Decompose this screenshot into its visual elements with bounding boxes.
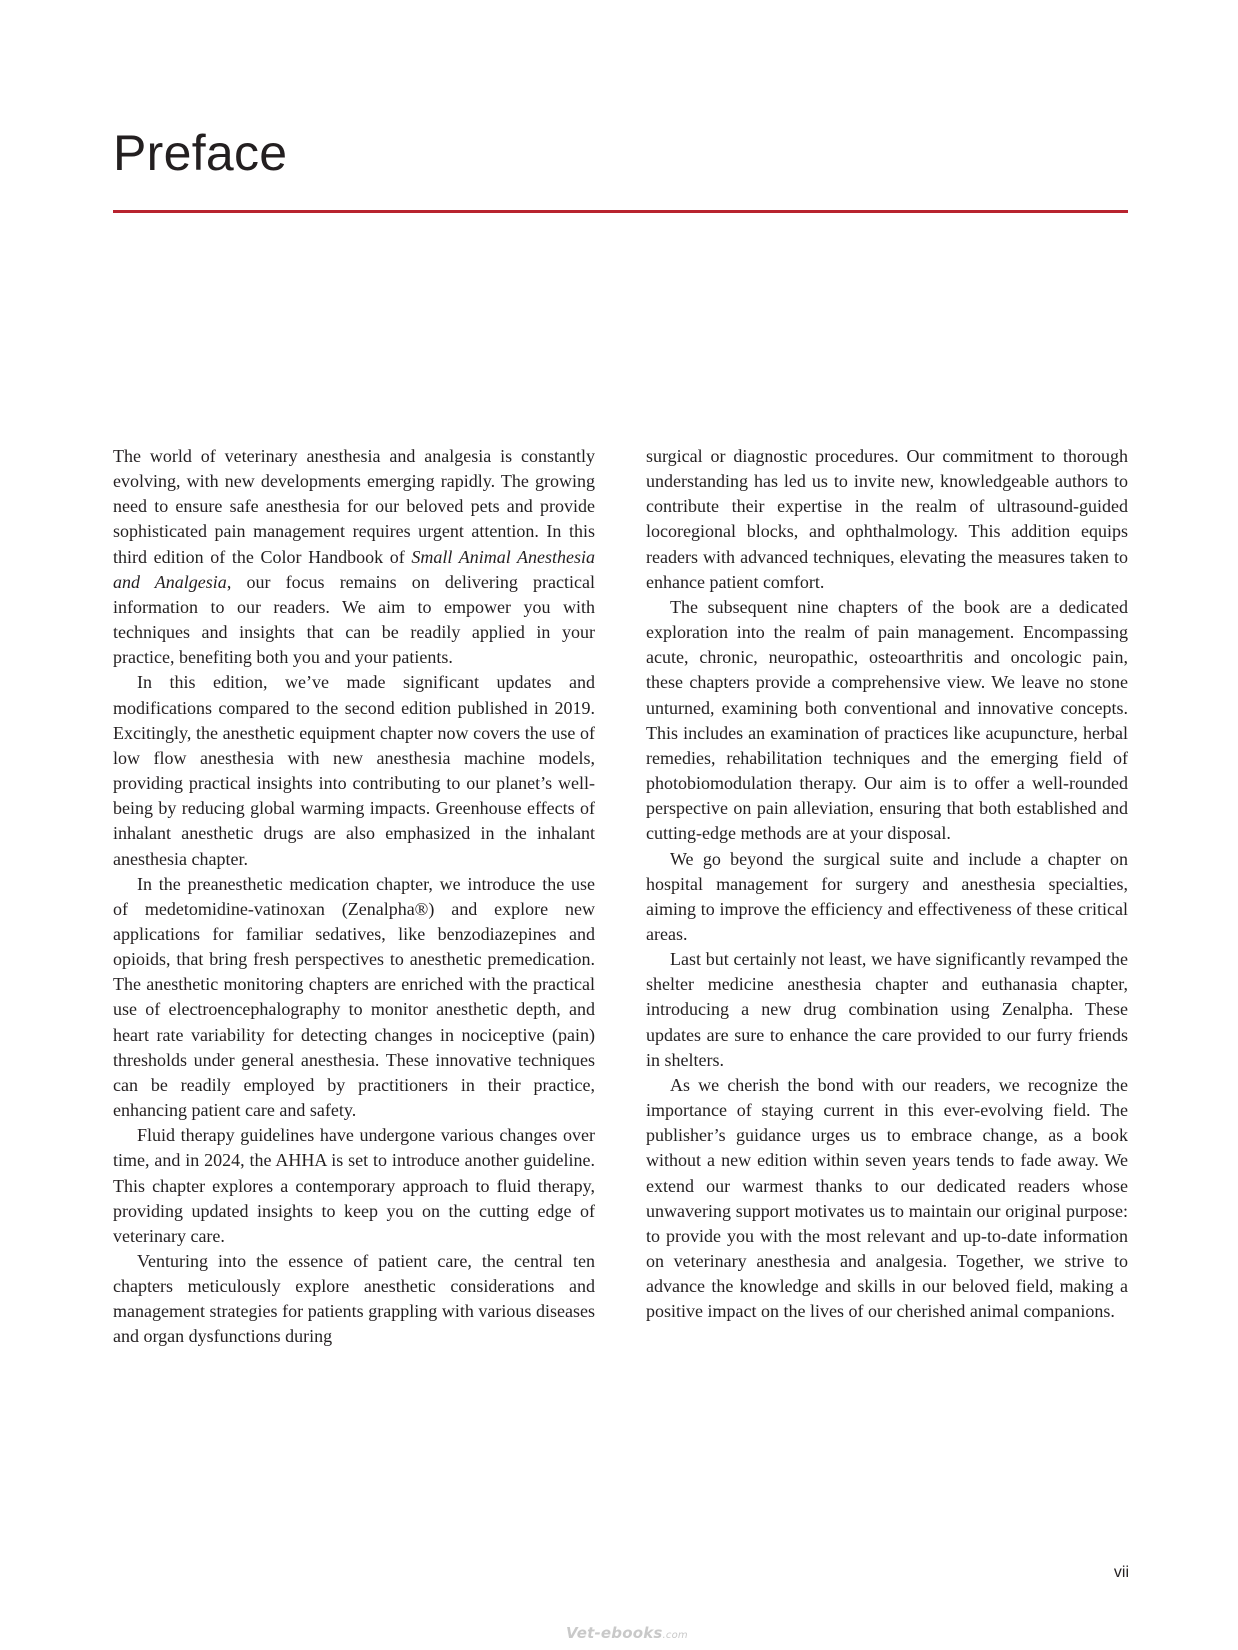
watermark	[566, 1624, 688, 1642]
watermark-suffix: .com	[662, 1630, 688, 1641]
paragraph: surgical or diagnostic procedures. Our commitment to thorough understanding has led us to invite new, knowledgeable authors to contribute their expertise in the realm of ultrasound-guided locoregional blocks, and ophthalmology. This addition equips readers with advanced techniques, elevating the measures taken to enhance patient comfort.	[646, 446, 1128, 592]
left-column	[113, 444, 595, 1350]
page-number: vii	[1113, 1564, 1129, 1581]
paragraph-text: The world of veterinary anesthesia and analgesia is constantly evolving, with new developments emerging rapidly. The growing need to ensure safe anesthesia for our beloved pets and provide sophisticated pain management requires urgent attention. In this third edition of the Color Handbook of	[113, 446, 595, 567]
paragraph	[113, 444, 595, 670]
paragraph: Last but certainly not least, we have significantly revamped the shelter medicine anesthesia chapter and euthanasia chapter, introducing a new drug combination using Zenalpha. These updates are sure to enhance the care provided to our furry friends in shelters.	[646, 949, 1128, 1070]
watermark-text: Vet-ebooks	[566, 1624, 663, 1642]
paragraph: Fluid therapy guidelines have undergone various changes over time, and in 2024, the AHHA is set to introduce another guideline. This chapter explores a contemporary approach to fluid therapy, providing updated insights to keep you on the cutting edge of veterinary care.	[113, 1125, 595, 1246]
right-column	[646, 444, 1128, 1324]
title-rule	[113, 210, 1128, 213]
paragraph: We go beyond the surgical suite and include a chapter on hospital management for surgery and anesthesia specialties, aiming to improve the efficiency and effectiveness of these critical areas.	[646, 848, 1128, 944]
page-title: Preface	[113, 125, 288, 181]
paragraph-text: , our focus remains on delivering practical information to our readers. We aim to empower you with techniques and insights that can be readily applied in your practice, benefiting both you and your patients.	[113, 571, 595, 668]
paragraph: The subsequent nine chapters of the book are a dedicated exploration into the realm of pain management. Encompassing acute, chronic, neuropathic, osteoarthritis and oncologic pain, these chapters provide a comprehensive view. We leave no stone unturned, examining both conventional and innovative concepts. This includes an examination of practices like acupuncture, herbal remedies, rehabilitation techniques and the emerging field of photobiomodulation therapy. Our aim is to offer a well-rounded perspective on pain alleviation, ensuring that both established and cutting-edge methods are at your disposal.	[646, 596, 1128, 844]
book-title-italic: Small Animal Anesthesia and Analgesia	[113, 546, 595, 592]
paragraph: In this edition, we’ve made significant updates and modifications compared to the second edition published in 2019. Excitingly, the anesthetic equipment chapter now covers the use of low flow anesthesia with new anesthesia machine models, providing practical insights into contributing to our planet’s well-being by reducing global warming impacts. Greenhouse effects of inhalant anesthetic drugs are also emphasized in the inhalant anesthesia chapter.	[113, 672, 595, 869]
paragraph: As we cherish the bond with our readers, we recognize the importance of staying current in this ever-evolving field. The publisher’s guidance urges us to embrace change, as a book without a new edition within seven years tends to fade away. We extend our warmest thanks to our dedicated readers whose unwavering support motivates us to maintain our original purpose: to provide you with the most relevant and up-to-date information on veterinary anesthesia and analgesia. Together, we strive to advance the knowledge and skills in our beloved field, making a positive impact on the lives of our cherished animal companions.	[646, 1074, 1128, 1322]
paragraph: Venturing into the essence of patient care, the central ten chapters meticulously explore anesthetic considerations and management strategies for patients grappling with various diseases and organ dysfunctions during	[113, 1251, 595, 1347]
paragraph: In the preanesthetic medication chapter, we introduce the use of medetomidine-vatinoxan (Zenalpha®) and explore new applications for familiar sedatives, like benzodiazepines and opioids, that bring fresh perspectives to anesthetic premedication. The anesthetic monitoring chapters are enriched with the practical use of electroencephalography to monitor anesthetic depth, and heart rate variability for detecting changes in nociceptive (pain) thresholds under general anesthesia. These innovative techniques can be readily employed by practitioners in their practice, enhancing patient care and safety.	[113, 873, 595, 1121]
